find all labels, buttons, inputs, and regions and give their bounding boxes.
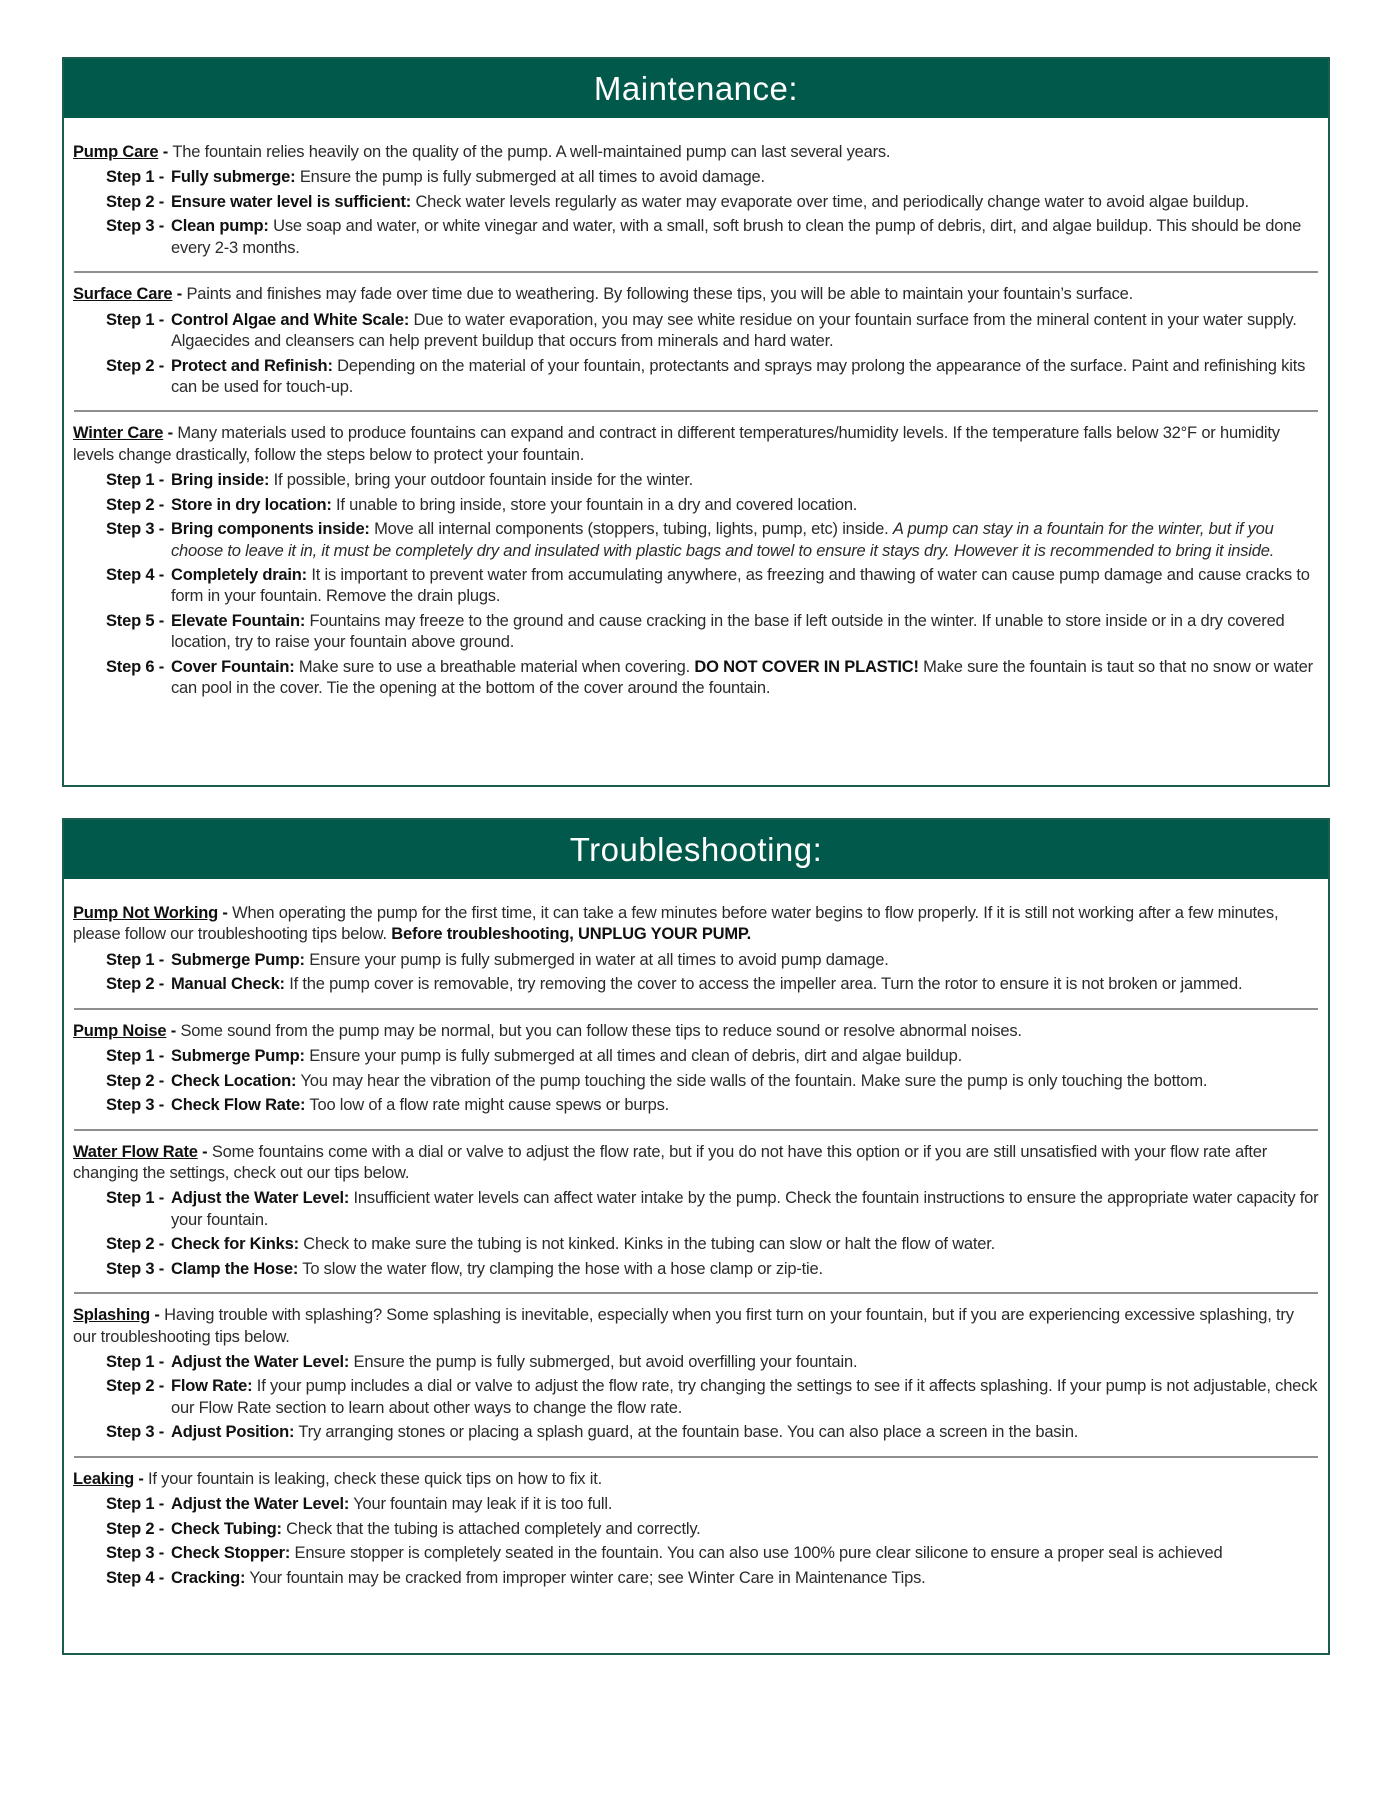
text-segment-bold: Completely drain: [171,566,307,584]
text-segment-normal: Make sure to use a breathable material when covering. [294,657,695,676]
topic-divider [74,1129,1318,1131]
topic-intro [73,1469,1319,1490]
step-text [171,611,1319,654]
step-row [106,1519,1319,1540]
text-segment-normal: Some fountains come with a dial or valve to adjust the flow rate, but if you do not have this option or if you are still unsatisfied with your flow rate after changing the settings, check out our tips below. [73,1142,1268,1182]
step-row [106,1046,1319,1067]
text-segment-normal: Ensure stopper is completely seated in the fountain. You can also use 100% pure clear silicone to ensure a proper seal is achieved [290,1544,1223,1563]
step-text [171,470,1319,491]
text-segment-bold: Check Stopper: [171,1544,291,1563]
step-text [171,1494,1319,1515]
topic-title: Splashing [73,1306,151,1325]
troubleshooting-title: Troubleshooting: [569,830,823,868]
step-label: Step 4 - [106,1568,164,1587]
text-segment-italic: A pump can stay in a fountain for the winter, but if you choose to leave it in, it must be completely dry and insulated with plastic bags and towel to ensure it stays dry. However it is recommended to bring it inside. [171,520,1275,560]
step-text [171,1046,1319,1067]
text-segment-normal: Ensure the pump is fully submerged, but avoid overfilling your fountain. [349,1353,858,1371]
step-row [106,611,1319,654]
text-segment-normal: Your fountain may be cracked from improper winter care; see Winter Care in Maintenance Tips. [245,1568,926,1587]
text-segment-bold: DO NOT COVER IN PLASTIC! [694,657,919,676]
step-label: Step 1 - [106,1495,164,1514]
step-text [171,192,1319,213]
troubleshooting-panel [62,818,1330,1655]
step-row [106,1095,1319,1116]
step-label: Step 2 - [106,1519,164,1538]
topic-intro [73,284,1319,305]
text-segment-bold: Bring components inside: [171,520,370,539]
step-row [106,519,1319,562]
text-segment-bold: Adjust the Water Level: [171,1495,350,1514]
topic-intro [73,1021,1319,1042]
step-row [106,657,1319,700]
step-row [106,1188,1319,1231]
text-segment-normal: Try arranging stones or placing a splash guard, at the fountain base. You can also place a screen in the basin. [294,1423,1079,1442]
step-label: Step 1 - [106,310,164,329]
text-segment-bold: Clamp the Hose: [171,1259,299,1278]
step-text [171,356,1319,399]
step-row [106,565,1319,608]
maintenance-content [64,118,1328,710]
step-text [171,1543,1319,1564]
step-label: Step 1 - [106,1047,164,1066]
topic-water-flow-rate [73,1142,1319,1281]
step-row [106,216,1319,259]
text-segment-normal: When operating the pump for the first time, it can take a few minutes before water begins to flow properly. If it is still not working after a few minutes, please follow our troubleshooting tips below. [73,904,1279,944]
step-label: Step 2 - [106,1071,164,1090]
topic-dash: - [133,1469,149,1488]
text-segment-bold: Submerge Pump: [171,950,305,969]
text-segment-normal: Too low of a flow rate might cause spews or burps. [305,1096,670,1115]
text-segment-bold: Protect and Refinish: [171,356,333,375]
step-label: Step 6 - [106,657,164,676]
text-segment-normal: Move all internal components (stoppers, tubing, lights, pump, etc) inside. [369,520,893,539]
step-label: Step 1 - [106,1189,164,1208]
step-row [106,167,1319,188]
step-row [106,1234,1319,1255]
topic-title: Surface Care [73,285,173,304]
text-segment-bold: Check Location: [171,1071,297,1090]
step-text [171,1422,1319,1443]
text-segment-bold: Check for Kinks: [171,1235,299,1254]
topic-intro [73,1142,1319,1185]
text-segment-normal: Your fountain may leak if it is too full. [349,1495,613,1514]
topic-pump-not-working [73,903,1319,996]
topic-pump-care [73,142,1319,259]
topic-divider [74,410,1318,412]
text-segment-normal: Paints and finishes may fade over time due to weathering. By following these tips, you will be able to maintain your fountain’s surface. [186,285,1134,304]
text-segment-normal: It is important to prevent water from accumulating anywhere, as freezing and thawing of water can cause pump damage and cause cracks to form in your fountain. Remove the drain plugs. [171,566,1310,606]
topic-surface-care [73,284,1319,398]
step-row [106,1071,1319,1092]
step-text [171,565,1319,608]
step-label: Step 1 - [106,471,164,490]
topic-title: Pump Noise [73,1021,167,1040]
step-text [171,1071,1319,1092]
text-segment-normal: Many materials used to produce fountains can expand and contract in different temperatures/humidity levels. If the temperature falls below 32°F or humidity levels change drastically, follow the steps below to protect your fountain. [73,424,1280,464]
step-row [106,1352,1319,1373]
step-label: Step 3 - [106,1544,164,1563]
text-segment-normal: Depending on the material of your fountain, protectants and sprays may prolong the appearance of the surface. Paint and refinishing kits can be used for touch-up. [171,356,1306,396]
text-segment-normal: Insufficient water levels can affect water intake by the pump. Check the fountain instructions to ensure the appropriate water capacity for your fountain. [171,1189,1319,1229]
step-text [171,657,1319,700]
step-label: Step 1 - [106,168,164,187]
step-label: Step 2 - [106,1377,164,1396]
step-text [171,1188,1319,1231]
topic-winter-care [73,423,1319,699]
maintenance-header-bar [64,59,1328,118]
text-segment-normal: If possible, bring your outdoor fountain inside for the winter. [269,471,694,490]
text-segment-bold: Flow Rate: [171,1377,253,1396]
text-segment-normal: Check water levels regularly as water may evaporate over time, and periodically change water to avoid algae buildup. [411,192,1249,211]
topic-title: Pump Care [73,143,159,161]
text-segment-normal: If unable to bring inside, store your fountain in a dry and covered location. [331,495,858,514]
text-segment-bold: Bring inside: [171,471,270,490]
step-label: Step 3 - [106,520,164,539]
text-segment-normal: The fountain relies heavily on the quality of the pump. A well-maintained pump can last several years. [172,143,891,161]
topic-dash: - [197,1142,212,1161]
step-row [106,1422,1319,1443]
step-text [171,1095,1319,1116]
topic-divider [74,1292,1318,1294]
text-segment-bold: Adjust the Water Level: [171,1353,350,1371]
step-text [171,167,1319,188]
topic-splashing [73,1305,1319,1444]
topic-intro [73,423,1319,466]
step-row [106,974,1319,995]
step-label: Step 5 - [106,611,164,630]
step-label: Step 3 - [106,1259,164,1278]
topic-intro [73,903,1319,946]
text-segment-normal: To slow the water flow, try clamping the hose with a hose clamp or zip-tie. [298,1259,823,1278]
step-text [171,1519,1319,1540]
topic-title: Water Flow Rate [73,1142,198,1161]
step-label: Step 1 - [106,1353,164,1371]
troubleshooting-content [64,879,1328,1599]
step-row [106,1543,1319,1564]
step-row [106,356,1319,399]
topic-pump-noise [73,1021,1319,1117]
step-text [171,1259,1319,1280]
topic-dash: - [172,285,187,304]
step-row [106,1259,1319,1280]
text-segment-normal: Fountains may freeze to the ground and cause cracking in the base if left outside in the winter. If unable to store inside or in a dry covered location, try to raise your fountain above ground. [171,611,1285,652]
text-segment-bold: Elevate Fountain: [171,611,306,630]
topic-leaking [73,1469,1319,1589]
step-label: Step 3 - [106,1423,164,1442]
topic-dash: - [163,424,178,443]
text-segment-bold: Manual Check: [171,975,285,994]
maintenance-panel [62,57,1330,787]
text-segment-bold: Check Tubing: [171,1519,282,1538]
step-text [171,1352,1319,1373]
step-text [171,216,1319,259]
troubleshooting-header-bar [64,820,1328,879]
text-segment-bold: Check Flow Rate: [171,1096,306,1115]
topic-dash: - [218,904,233,922]
topic-divider [74,1456,1318,1458]
text-segment-normal: Ensure your pump is fully submerged at all times and clean of debris, dirt and algae buildup. [304,1047,962,1066]
text-segment-normal: Some sound from the pump may be normal, but you can follow these tips to reduce sound or resolve abnormal noises. [180,1021,1022,1040]
text-segment-normal: If your pump includes a dial or valve to adjust the flow rate, try changing the settings to see if it affects splashing. If your pump is not adjustable, check our Flow Rate section to learn about other ways to change the flow rate. [171,1377,1318,1417]
topic-title: Winter Care [73,424,164,443]
text-segment-normal: If the pump cover is removable, try removing the cover to access the impeller area. Turn the rotor to ensure it is not broken or jammed. [284,975,1243,994]
text-segment-bold: Fully submerge: [171,168,296,187]
text-segment-normal: Ensure the pump is fully submerged at all times to avoid damage. [295,168,765,187]
step-label: Step 1 - [106,950,164,969]
text-segment-bold: Submerge Pump: [171,1047,305,1066]
step-label: Step 2 - [106,192,164,211]
topic-intro [73,1305,1319,1348]
text-segment-normal: Having trouble with splashing? Some splashing is inevitable, especially when you first turn on your fountain, but if you are experiencing excessive splashing, try our troubleshooting tips below. [73,1306,1294,1346]
step-row [106,1376,1319,1419]
step-text [171,974,1319,995]
text-segment-normal: Check to make sure the tubing is not kinked. Kinks in the tubing can slow or halt the flow of water. [298,1235,996,1254]
step-text [171,950,1319,971]
text-segment-normal: Check that the tubing is attached completely and correctly. [281,1519,701,1538]
topic-divider [74,271,1318,273]
text-segment-normal: Use soap and water, or white vinegar and water, with a small, soft brush to clean the pump of debris, dirt, and algae buildup. This should be done every 2-3 months. [171,217,1302,257]
text-segment-bold: Adjust Position: [171,1423,295,1442]
topic-intro [73,142,1319,163]
step-row [106,310,1319,353]
step-row [106,950,1319,971]
text-segment-bold: Cracking: [171,1568,246,1587]
step-row [106,192,1319,213]
text-segment-bold: Ensure water level is sufficient: [171,192,412,211]
step-text [171,1376,1319,1419]
step-label: Step 2 - [106,1235,164,1254]
topic-dash: - [166,1021,181,1040]
step-row [106,1568,1319,1589]
text-segment-normal: If your fountain is leaking, check these quick tips on how to fix it. [148,1469,602,1488]
step-label: Step 4 - [106,566,164,584]
text-segment-normal: Due to water evaporation, you may see white residue on your fountain surface from the mineral content in your water supply. Algaecides and cleansers can help prevent buildup that occurs from minerals and hard water. [171,310,1297,351]
topic-dash: - [150,1306,165,1325]
step-label: Step 3 - [106,1096,164,1115]
step-label: Step 2 - [106,975,164,994]
step-label: Step 2 - [106,356,164,375]
topic-title: Pump Not Working [73,904,218,922]
step-text [171,519,1319,562]
maintenance-title: Maintenance: [593,69,799,107]
text-segment-bold: Cover Fountain: [171,657,295,676]
text-segment-normal: Ensure your pump is fully submerged in water at all times to avoid pump damage. [304,950,889,969]
topic-dash: - [158,143,173,161]
text-segment-bold: Adjust the Water Level: [171,1189,350,1208]
topic-divider [74,1008,1318,1010]
step-row [106,470,1319,491]
topic-title: Leaking [73,1469,134,1488]
text-segment-bold: Clean pump: [171,217,269,236]
text-segment-bold: Before troubleshooting, UNPLUG YOUR PUMP. [391,925,751,944]
step-text [171,1568,1319,1589]
step-text [171,1234,1319,1255]
step-text [171,310,1319,353]
text-segment-bold: Control Algae and White Scale: [171,310,410,329]
step-row [106,495,1319,516]
text-segment-normal: You may hear the vibration of the pump touching the side walls of the fountain. Make sure the pump is only touching the bottom. [296,1071,1208,1090]
step-text [171,495,1319,516]
step-label: Step 3 - [106,217,164,236]
text-segment-bold: Store in dry location: [171,495,332,514]
step-label: Step 2 - [106,495,164,514]
step-row [106,1494,1319,1515]
text-segment-normal: Make sure the fountain is taut so that no snow or water can pool in the cover. Tie the opening at the bottom of the cover around the fountain. [171,657,1313,698]
